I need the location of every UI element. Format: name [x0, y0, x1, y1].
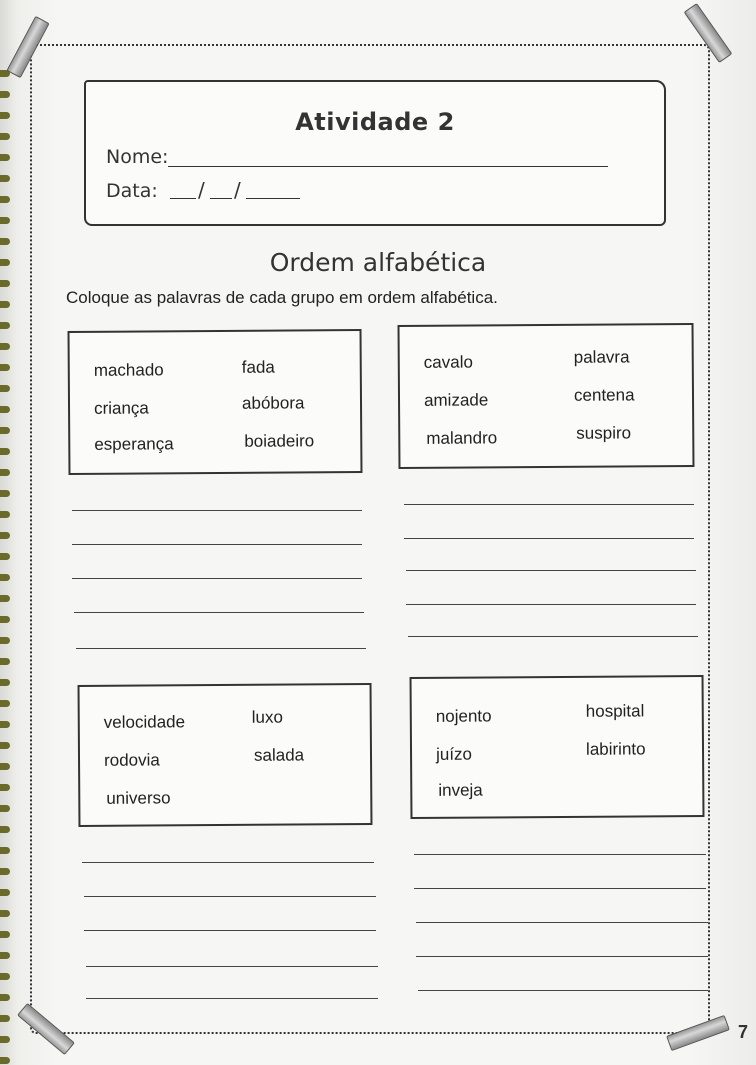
word: machado — [93, 360, 164, 380]
binding-ring — [0, 364, 10, 371]
binding-ring — [0, 511, 10, 518]
binding-ring — [0, 910, 10, 917]
section-title: Ordem alfabética — [269, 248, 487, 277]
answer-line[interactable] — [82, 862, 374, 863]
word: nojento — [435, 706, 492, 726]
word: palavra — [573, 347, 630, 367]
binding-ring — [0, 175, 10, 182]
binding-ring — [0, 385, 10, 392]
binding-ring — [0, 406, 10, 413]
name-label: Nome: — [106, 146, 169, 168]
word-group-box-4 — [410, 675, 705, 819]
binding-ring — [0, 658, 10, 665]
binding-ring — [0, 343, 10, 350]
binding-ring — [0, 154, 10, 161]
binding-ring — [0, 280, 10, 287]
date-year-field[interactable] — [246, 198, 300, 199]
word-group-box-2 — [398, 323, 695, 469]
binding-ring — [0, 721, 10, 728]
binding-ring — [0, 637, 10, 644]
word: malandro — [426, 428, 498, 448]
answer-line[interactable] — [84, 930, 376, 931]
answer-line[interactable] — [416, 922, 708, 923]
answer-line[interactable] — [414, 888, 706, 889]
binding-ring — [0, 322, 10, 329]
word: amizade — [423, 390, 489, 410]
binding-ring — [0, 784, 10, 791]
answer-line[interactable] — [72, 578, 362, 579]
name-field[interactable] — [168, 166, 608, 167]
page-number: 7 — [738, 1022, 749, 1042]
binding-ring — [0, 112, 10, 119]
binding-ring — [0, 742, 10, 749]
word: suspiro — [576, 423, 632, 443]
word: salada — [253, 745, 305, 765]
answer-line[interactable] — [414, 854, 706, 855]
binding-ring — [0, 1036, 10, 1043]
word: cavalo — [423, 352, 473, 372]
binding-ring — [0, 952, 10, 959]
binding-ring — [0, 217, 10, 224]
binding-ring — [0, 133, 10, 140]
binding-ring — [0, 301, 10, 308]
answer-line[interactable] — [86, 998, 378, 999]
word: hospital — [585, 701, 645, 721]
word: criança — [93, 398, 149, 418]
word: velocidade — [103, 712, 186, 732]
answer-line[interactable] — [418, 990, 708, 991]
binding-ring — [0, 931, 10, 938]
instruction-text: Coloque as palavras de cada grupo em ordem alfabética. — [66, 288, 498, 307]
binding-ring — [0, 595, 10, 602]
date-slash: / — [198, 178, 205, 202]
answer-line[interactable] — [84, 896, 376, 897]
date-slash: / — [234, 178, 241, 202]
word: centena — [573, 385, 635, 405]
word: universo — [106, 788, 171, 808]
word: luxo — [251, 707, 283, 727]
word: labirinto — [585, 739, 646, 759]
binding-ring — [0, 616, 10, 623]
answer-line[interactable] — [406, 604, 696, 605]
answer-line[interactable] — [72, 510, 362, 511]
header-box — [84, 80, 666, 226]
binding-ring — [0, 553, 10, 560]
binding-ring — [0, 196, 10, 203]
answer-line[interactable] — [76, 648, 366, 649]
answer-line[interactable] — [86, 966, 378, 967]
binding-ring — [0, 679, 10, 686]
binding-ring — [0, 1015, 10, 1022]
binding-ring — [0, 847, 10, 854]
answer-line[interactable] — [72, 544, 362, 545]
binding-ring — [0, 973, 10, 980]
binding-ring — [0, 448, 10, 455]
answer-line[interactable] — [416, 956, 708, 957]
answer-line[interactable] — [404, 538, 694, 539]
binding-ring — [0, 805, 10, 812]
word-group-box-1 — [68, 329, 363, 475]
word: boiadeiro — [244, 431, 315, 451]
binding-ring — [0, 889, 10, 896]
answer-line[interactable] — [404, 504, 694, 505]
word: inveja — [438, 780, 483, 800]
binding-ring — [0, 427, 10, 434]
date-label: Data: — [106, 180, 158, 202]
date-month-field[interactable] — [210, 198, 232, 199]
binding-ring — [0, 532, 10, 539]
binding-ring — [0, 238, 10, 245]
activity-title: Atividade 2 — [295, 108, 455, 136]
word-group-box-3 — [78, 683, 373, 827]
date-day-field[interactable] — [170, 198, 196, 199]
binding-ring — [0, 91, 10, 98]
binding-ring — [0, 700, 10, 707]
binding-ring — [0, 994, 10, 1001]
answer-line[interactable] — [406, 570, 696, 571]
word: fada — [241, 357, 275, 377]
answer-line[interactable] — [408, 636, 698, 637]
spiral-binding — [0, 0, 14, 1065]
word: esperança — [94, 434, 174, 454]
binding-ring — [0, 490, 10, 497]
word: abóbora — [241, 393, 305, 413]
binding-ring — [0, 574, 10, 581]
binding-ring — [0, 1057, 10, 1064]
binding-ring — [0, 469, 10, 476]
binding-ring — [0, 826, 10, 833]
binding-ring — [0, 763, 10, 770]
word: juízo — [435, 744, 473, 764]
answer-line[interactable] — [74, 612, 364, 613]
word: rodovia — [103, 750, 160, 770]
binding-ring — [0, 868, 10, 875]
